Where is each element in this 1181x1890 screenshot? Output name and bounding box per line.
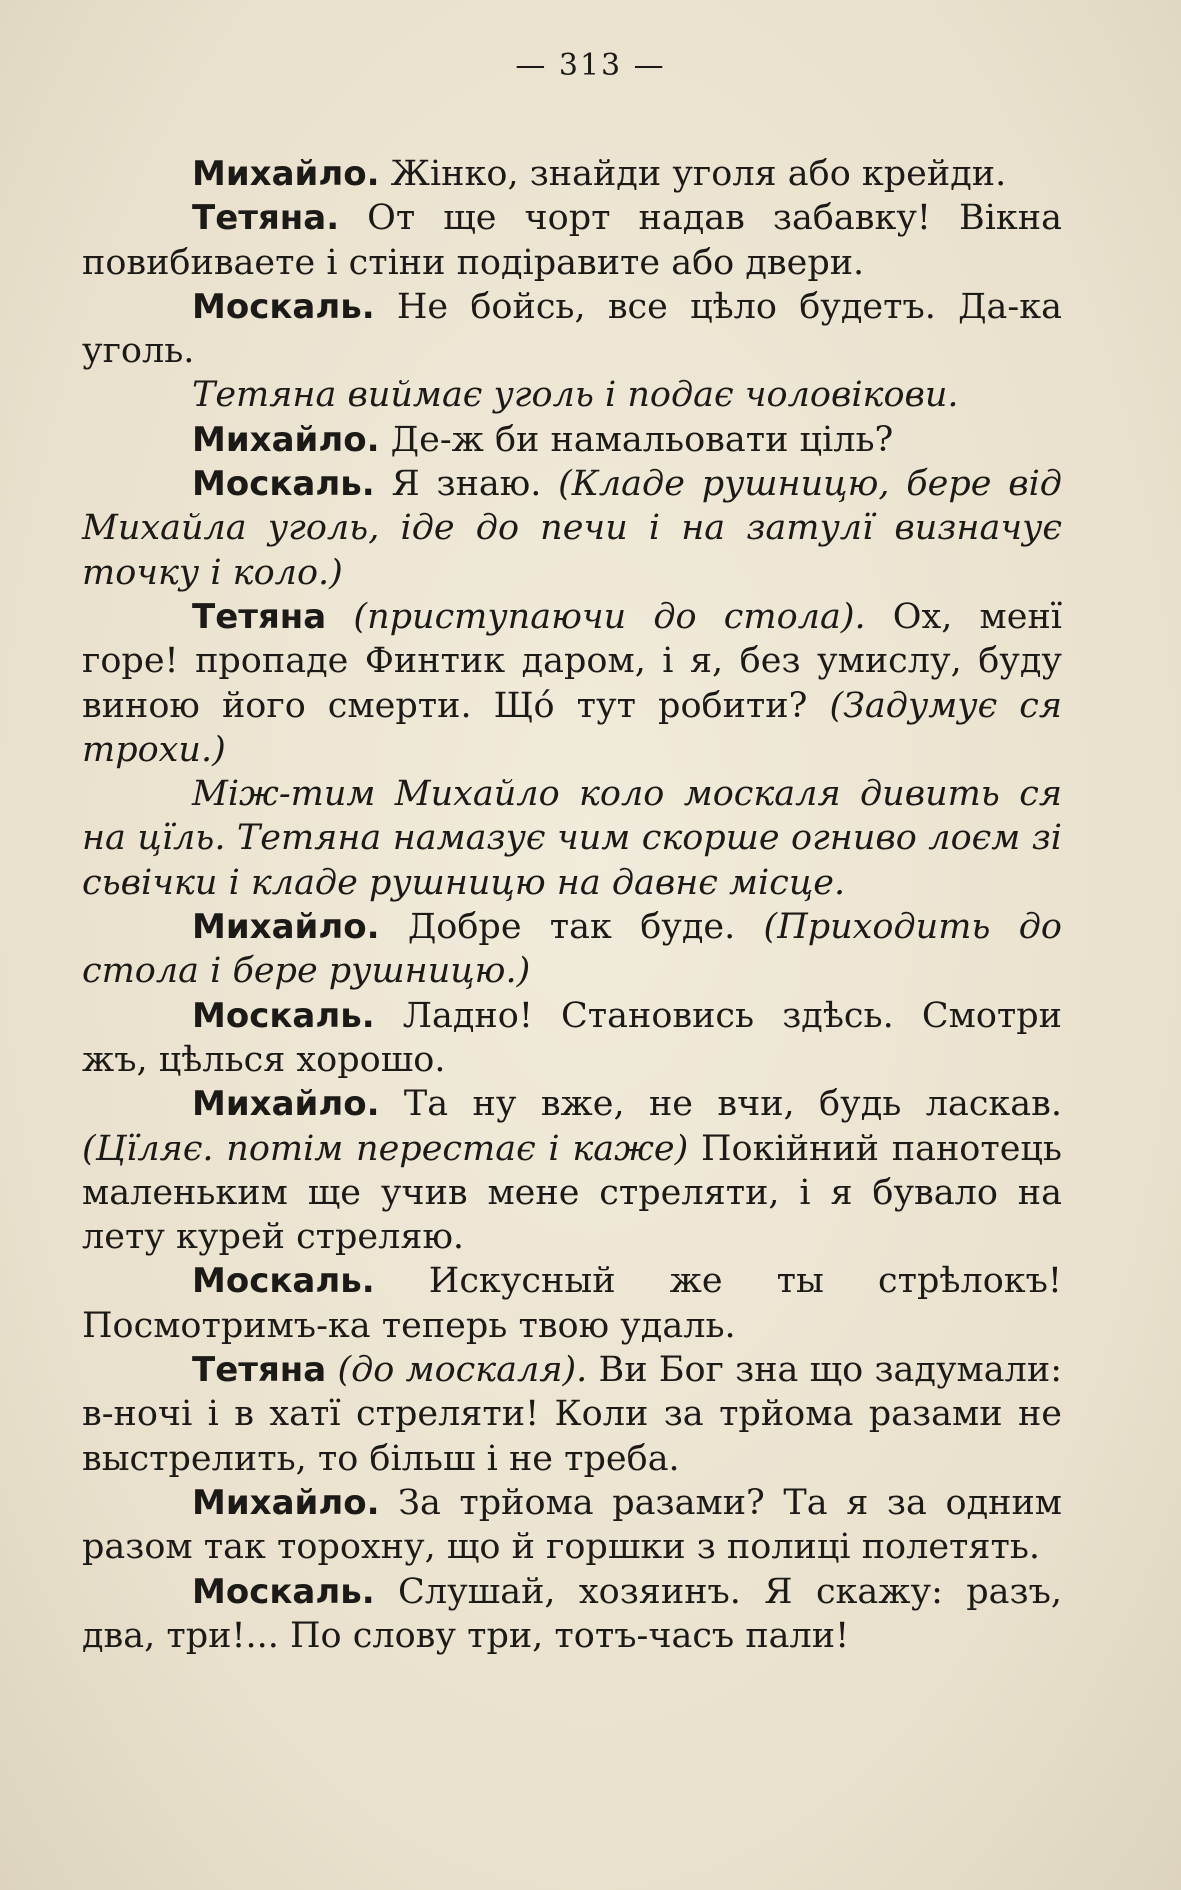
speaker-name: Тетяна <box>192 596 327 637</box>
speech-text: Добре так буде. <box>379 907 764 948</box>
paragraph <box>82 152 1062 196</box>
speech-text: Та ну вже, не вчи, будь ласкав. <box>379 1084 1062 1125</box>
speaker-name: Тетяна <box>192 1350 327 1391</box>
speech-text: Я знаю. <box>374 464 559 505</box>
speech-text: Де-ж би намальовати ціль? <box>379 419 894 460</box>
paragraph <box>82 285 1062 374</box>
stage-direction: Тетяна виймає уголь і подає чоловікови. <box>192 375 959 416</box>
speaker-name: Москаль. <box>192 995 375 1036</box>
speech-text: Искусный же ты стрѣлокъ! Посмотримъ-ка теперь твою удаль. <box>82 1261 1062 1346</box>
paragraph <box>82 1570 1062 1659</box>
paragraph <box>82 1259 1062 1348</box>
paragraph <box>82 1481 1062 1570</box>
speaker-name: Москаль. <box>192 464 375 505</box>
speech-text <box>326 597 353 637</box>
inline-stage-direction: (Задумує ся трохи.) <box>82 685 1062 770</box>
speaker-name: Михайло. <box>192 907 380 948</box>
inline-stage-direction: (Кладе рушницю, бере від Михайла уголь, іде до печи і на затулї визначує точку і коло.) <box>82 464 1062 593</box>
paragraph <box>82 1082 1062 1259</box>
speech-text: За трйома разами? Та я за одним разом так торохну, що й горшки з полиці полетять. <box>82 1482 1062 1568</box>
speech-text: Покійний панотець маленьким ще учив мене стреляти, і я бувало на лету курей стреляю. <box>82 1128 1062 1258</box>
inline-stage-direction: (Приходить до стола і бере рушницю.) <box>82 907 1062 992</box>
speaker-name: Михайло. <box>192 1482 380 1523</box>
paragraph <box>82 994 1062 1083</box>
speaker-name: Михайло. <box>192 154 380 194</box>
paragraph <box>82 1348 1062 1481</box>
speaker-name: Тетяна. <box>192 198 340 239</box>
speech-text: Не бойсь, все цѣло будетъ. Да-ка уголь. <box>82 286 1062 372</box>
speaker-name: Москаль. <box>192 1571 375 1612</box>
speech-text: От ще чорт надав забавку! Вікна повибиваете і стіни подіравите або двери. <box>82 198 1062 283</box>
speaker-name: Москаль. <box>192 1261 375 1302</box>
paragraph <box>82 462 1062 595</box>
play-text <box>82 152 1062 1658</box>
inline-stage-direction: (Цїляє. потім перестає і каже) <box>82 1128 689 1169</box>
speaker-name: Москаль. <box>192 286 375 327</box>
inline-stage-direction: (до москаля). <box>337 1350 588 1391</box>
speaker-name: Михайло. <box>192 419 380 460</box>
paragraph <box>82 595 1062 772</box>
inline-stage-direction: (приступаючи до стола). <box>353 596 866 637</box>
speaker-name: Михайло. <box>192 1084 380 1125</box>
speech-text: Жінко, знайди уголя або крейди. <box>379 154 1007 194</box>
speech-text: Ох, менї горе! пропаде Финтик даром, і я, без умислу, буду виною його смерти. Щó тут робити? <box>82 596 1062 726</box>
paragraph <box>82 905 1062 994</box>
stage-direction: Між-тим Михайло коло москаля дивить ся на цїль. Тетяна намазує чим скорше огниво лоєм зі сьвічки і кладе рушницю на давнє місце. <box>82 774 1062 903</box>
paragraph <box>82 196 1062 285</box>
speech-text: Ви Бог зна що задумали: в-ночі і в хатї стреляти! Коли за трйома разами не выстрелить, то більш і не треба. <box>82 1350 1062 1479</box>
speech-text: Слушай, хозяинъ. Я скажу: разъ, два, три!... По слову три, тотъ-часъ пали! <box>82 1571 1062 1656</box>
speech-text <box>326 1350 337 1390</box>
paragraph <box>82 418 1062 462</box>
speech-text: Ладно! Становись здѣсь. Смотри жъ, цѣлься хорошо. <box>82 995 1062 1080</box>
page-number: — 313 — <box>515 48 666 83</box>
